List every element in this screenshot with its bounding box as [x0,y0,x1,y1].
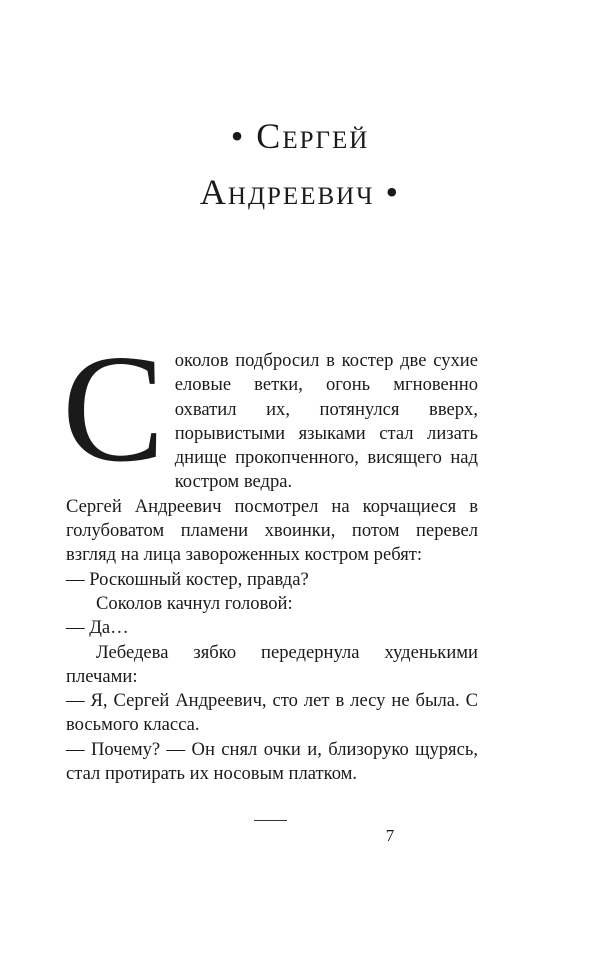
dialogue-line: — Роскошный костер, правда? [66,568,309,590]
chapter-title [0,108,600,220]
dialogue-line: — Почему? — Он снял очки и, близоруко щурясь, стал протирать их носовым платком. [66,738,478,785]
dialogue-line: — Да… [66,617,129,639]
drop-cap-letter: С [62,324,165,494]
chapter-body [62,324,478,786]
chapter-title-line-1: • Сергей [230,116,370,156]
page-number-rule [254,820,287,821]
paragraph-1 [62,324,478,495]
page-number-text: 7 [385,826,395,845]
dialogue-line: — Я, Сергей Андреевич, сто лет в лесу не была. С восьмого класса. [66,690,478,736]
narration-line: Лебедева зябко передернула худенькими плечами: [66,641,478,687]
paragraph-2: Сергей Андреевич посмотрел на корчащиеся в голубоватом пламени хвоинки, потом перевел взгляд на лица завороженных костром ребят: [66,495,478,566]
chapter-title-line-2: Андреевич • [199,172,401,212]
paragraph-1-text: околов подбросил в костер две сухие еловые ветки, огонь мгновенно охватил их, потянулся вверх, порывистыми языками стал лизать днище прокопченного, висящего над костром ведра. [174,350,478,493]
page-number [0,826,540,846]
narration-line: Соколов качнул головой: [96,592,293,614]
